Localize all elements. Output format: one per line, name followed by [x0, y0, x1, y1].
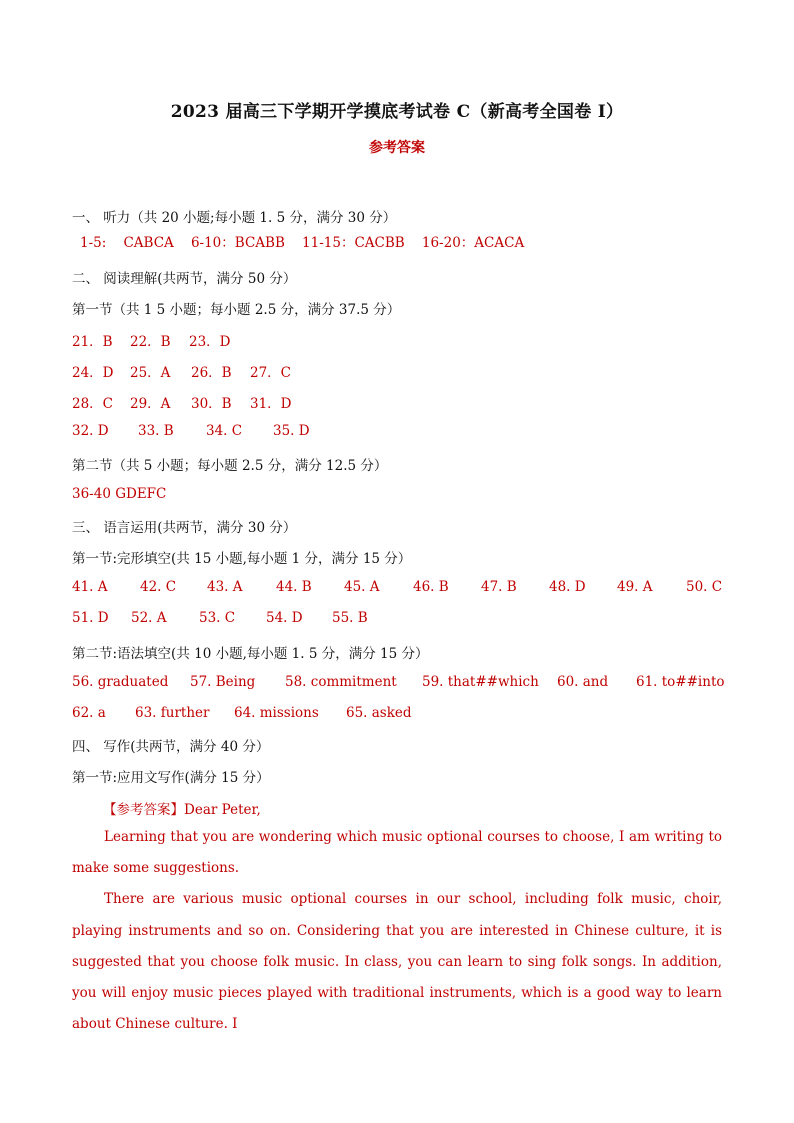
answer-item: 59. that##which — [422, 674, 539, 690]
answer-item: 28．C — [72, 396, 114, 412]
answer-item: 64. missions — [234, 705, 319, 721]
answer-item: 45. A — [344, 579, 380, 595]
part4-section1-heading: 第一节:应用文写作(满分 15 分） — [72, 770, 270, 786]
answer-item: 46. B — [413, 579, 449, 595]
document-title: 2023 届高三下学期开学摸底考试卷 C（新高考全国卷 I） — [170, 102, 624, 122]
answer-item: 26．B — [191, 365, 232, 381]
part3-heading: 三、 语言运用(共两节，满分 30 分） — [72, 520, 297, 536]
part4-heading: 四、 写作(共两节，满分 40 分） — [72, 739, 270, 755]
answer-item: 63. further — [135, 705, 210, 721]
answer-item: 57. Being — [190, 674, 256, 690]
answer-item: 33. B — [138, 423, 174, 439]
answer-item: 49. A — [617, 579, 653, 595]
answer-item: 31．D — [250, 396, 292, 412]
model-answer-body — [72, 822, 722, 1040]
part2-heading: 二、 阅读理解(共两节，满分 50 分） — [72, 271, 297, 287]
answer-item: 43. A — [207, 579, 243, 595]
part3-section2-heading: 第二节:语法填空(共 10 小题,每小题 1. 5 分，满分 15 分） — [72, 646, 429, 662]
answer-item: 50. C — [686, 579, 723, 595]
answer-item: 48. D — [549, 579, 586, 595]
part2-section2-answers: 36-40 GDEFC — [72, 486, 167, 502]
answer-item: 47. B — [481, 579, 517, 595]
answer-item: 44. B — [276, 579, 312, 595]
model-answer-paragraph-1: Learning that you are wondering which music optional courses to choose, I am writing to make some suggestions. — [72, 829, 722, 877]
answer-item: 21．B — [72, 334, 113, 350]
answer-item: 34. C — [206, 423, 243, 439]
answer-item: 35. D — [273, 423, 310, 439]
answer-item: 60. and — [557, 674, 609, 690]
answer-item: 61. to##into — [636, 674, 725, 690]
model-answer-paragraph-2: There are various music optional courses in our school, including folk music, choir, playing instruments and so on. Considering that you are interested in Chinese culture, it is suggested that you choose folk music. In class, you can learn to sing folk songs. In addition, you will enjoy music pieces played with traditional instruments, which is a good way to learn about Chinese culture. I — [72, 891, 722, 1033]
answer-item: 41. A — [72, 579, 108, 595]
answer-item: 53. C — [199, 610, 236, 626]
part1-heading: 一、 听力（共 20 小题;每小题 1. 5 分，满分 30 分） — [72, 210, 397, 226]
answer-item: 65. asked — [346, 705, 412, 721]
answer-item: 25．A — [130, 365, 171, 381]
answer-item: 22．B — [130, 334, 171, 350]
answer-item: 29．A — [130, 396, 171, 412]
document-subtitle: 参考答案 — [369, 140, 425, 156]
answer-item: 42. C — [140, 579, 177, 595]
answer-item: 24．D — [72, 365, 114, 381]
answer-item: 51. D — [72, 610, 109, 626]
answer-item: 56. graduated — [72, 674, 169, 690]
answer-item: 30．B — [191, 396, 232, 412]
model-answer-salutation: 【参考答案】Dear Peter, — [103, 802, 261, 818]
part3-section1-heading: 第一节:完形填空(共 15 小题,每小题 1 分，满分 15 分） — [72, 551, 412, 567]
part2-section1-heading: 第一节（共 1 5 小题；每小题 2.5 分，满分 37.5 分） — [72, 302, 401, 318]
answer-item: 52. A — [131, 610, 167, 626]
part1-answers: 1-5: CABCA 6-10：BCABB 11-15：CACBB 16-20：ACACA — [80, 235, 525, 251]
answer-item: 23．D — [189, 334, 231, 350]
answer-item: 32. D — [72, 423, 109, 439]
answer-item: 54. D — [266, 610, 303, 626]
answer-item: 27．C — [250, 365, 292, 381]
part2-section2-heading: 第二节（共 5 小题；每小题 2.5 分，满分 12.5 分） — [72, 458, 388, 474]
answer-item: 62. a — [72, 705, 106, 721]
answer-item: 55. B — [332, 610, 368, 626]
answer-item: 58. commitment — [285, 674, 397, 690]
